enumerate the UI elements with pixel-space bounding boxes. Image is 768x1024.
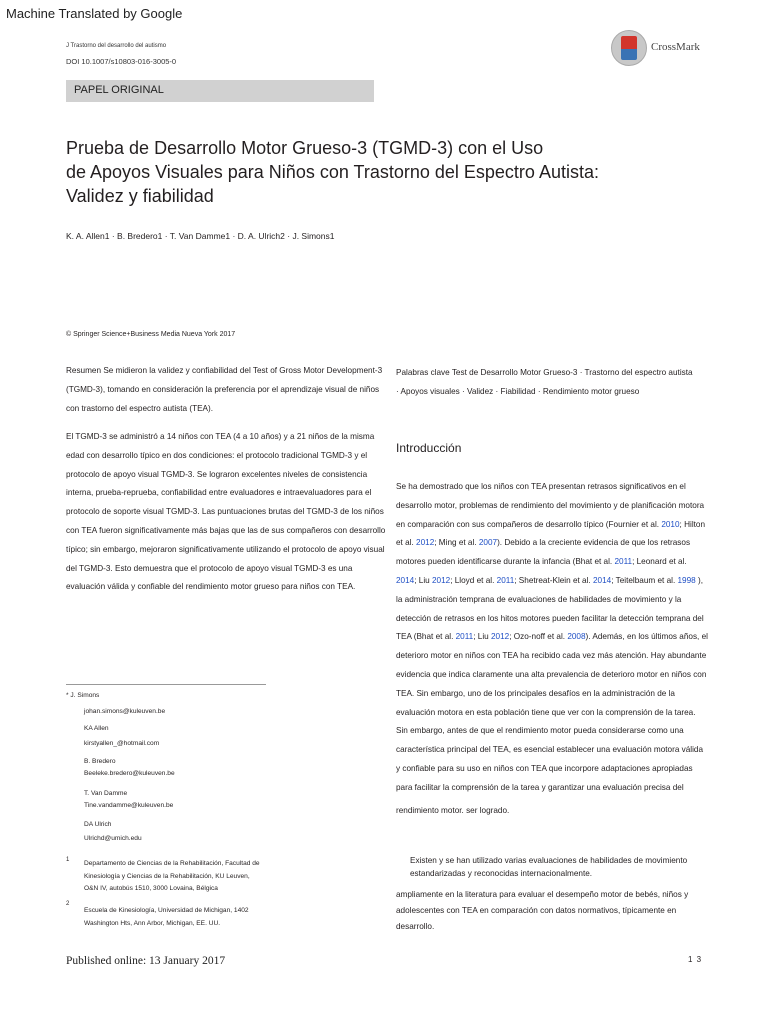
- contact-email[interactable]: kirstyallen_@hotmail.com: [84, 740, 160, 747]
- contact-email[interactable]: johan.simons@kuleuven.be: [84, 708, 166, 715]
- citation-link[interactable]: 2012: [431, 575, 451, 585]
- title-line: Prueba de Desarrollo Motor Grueso-3 (TGMD-3) con el Uso: [66, 138, 544, 158]
- body-paragraph: Existen y se han utilizado varias evaluaciones de habilidades de movimiento estandarizadas y reconocidas internacionalmente. ampliamente en la literatura para evaluar el desempeño motor de bebés, niños y adolescentes con TEA en comparación con datos normativos, típicamente en desarrollo.: [396, 856, 689, 931]
- citation-link[interactable]: 2011: [455, 632, 474, 642]
- intro-paragraph: Se ha demostrado que los niños con TEA presentan retrasos significativos en el desarrollo motor, problemas de rendimiento del movimiento y de planificación motora en comparación con sus compañeros de desarrollo típico (Fournier et al. 2010; Hilton et al. 2012; Ming et al. 2007). Debido a la creciente evidencia de que los retrasos motores pueden identificarse durante la infancia (Bhat et al. 2011; Leonard et al. 2014; Liu 2012; Lloyd et al. 2011; Shetreat-Klein et al. 2014; Teitelbaum et al. 1998 ), la administración temprana de evaluaciones de habilidades de movimiento y la detección de retrasos en los hitos motores pueden facilitar la detección temprana del TEA (Bhat et al. 2011; Liu 2012; Ozo-noff et al. 2008). Además, en los últimos años, el deterioro motor en niños con TEA ha recibido cada vez más atención. Hay abundante evidencia que indica claramente una alta prevalencia de deterioro motor en niños con TEA. Sin embargo, uno de los principales desafíos en la administración de la evaluación motora en esta población tiene que ver con la comprensión de la tarea. Sin embargo, antes de que el rendimiento motor pueda considerarse como una característica principal del TEA, es esencial establecer una evaluación motora válida y confiable para su uso en niños con TEA que incorpore adaptaciones apropiadas para facilitar la comprensión de la tarea y garantizar una evaluación precisa del: [396, 482, 708, 792]
- intro-paragraph-end: rendimiento motor. ser logrado.: [396, 805, 510, 815]
- machine-translated-label: Machine Translated by Google: [6, 6, 183, 21]
- crossmark-badge[interactable]: [611, 30, 711, 68]
- abstract-paragraph-2: El TGMD-3 se administró a 14 niños con TEA (4 a 10 años) y a 21 niños de la misma edad con desarrollo típico en dos condiciones: el protocolo tradicional TGMD-3 y el protocolo de apoyo visual TGMD-3. Se lograron excelentes niveles de consistencia interna, prueba-reprueba, confiabilidad entre evaluadores e intraevaluadores para el protocolo de soporte visual TGMD-3. Las puntuaciones brutas del TGMD-3 de los niños con TEA fueron significativamente más bajas que las de sus compañeros con desarrollo típico; sin embargo, mejoraron significativamente utilizando el protocolo de apoyo visual del TGMD-3. Esto demuestra que el protocolo de apoyo visual TGMD-3 es una evaluación válida y confiable del rendimiento motor grueso para niños con TEA.: [66, 432, 386, 592]
- contact-name: DA Ulrich: [84, 821, 112, 828]
- contact-name: KA Allen: [84, 725, 109, 732]
- contact-email[interactable]: Beeleke.bredero@kuleuven.be: [84, 770, 175, 777]
- section-label: PAPEL ORIGINAL: [74, 84, 164, 96]
- crossmark-icon: [611, 30, 647, 66]
- contact-name: T. Van Damme: [84, 790, 128, 797]
- citation-link[interactable]: 2011: [614, 557, 633, 567]
- citation-link[interactable]: 1998: [677, 575, 696, 585]
- crossmark-label: CrossMark: [651, 41, 700, 53]
- paper-title: [66, 136, 686, 208]
- affiliation-2: Escuela de Kinesiología, Universidad de Michigan, 1402 Washington Hts, Ann Arbor, Michigan, EE. UU.: [84, 907, 249, 927]
- title-line: de Apoyos Visuales para Niños con Trastorno del Espectro Autista:: [66, 162, 599, 182]
- abstract-paragraph-1: Resumen Se midieron la validez y confiabilidad del Test of Gross Motor Development-3 (TGMD-3), tomando en consideración la preferencia por el aprendizaje visual de niños con trastorno del espectro autista (TEA).: [66, 366, 383, 413]
- page-number: 1 3: [688, 955, 703, 964]
- citation-link[interactable]: 2012: [491, 632, 510, 642]
- section-heading-introduction: Introducción: [396, 441, 462, 455]
- contact-name: B. Bredero: [84, 758, 116, 765]
- copyright: © Springer Science+Business Media Nueva York 2017: [66, 331, 236, 338]
- keywords: Palabras clave Test de Desarrollo Motor Grueso-3 · Trastorno del espectro autista · Apoyos visuales · Validez · Fiabilidad · Rendimiento motor grueso: [396, 368, 693, 396]
- citation-link[interactable]: 2012: [416, 538, 435, 548]
- introduction-body: [396, 478, 708, 820]
- citation-link[interactable]: 2011: [496, 575, 515, 585]
- journal-name: J Trastorno del desarrollo del autismo: [66, 43, 167, 49]
- citation-link[interactable]: 2014: [396, 575, 415, 585]
- contact-email[interactable]: Tine.vandamme@kuleuven.be: [84, 802, 174, 809]
- footnote-divider: [66, 684, 266, 685]
- title-line: Validez y fiabilidad: [66, 186, 214, 206]
- doi[interactable]: DOI 10.1007/s10803-016-3005-0: [66, 57, 177, 66]
- author-list: K. A. Allen1 · B. Bredero1 · T. Van Damme1 · D. A. Ulrich2 · J. Simons1: [66, 231, 335, 241]
- section-banner: [66, 80, 374, 102]
- citation-link[interactable]: 2010: [661, 519, 680, 529]
- corresponding-author: * J. Simons: [66, 692, 100, 699]
- affiliation-number: 2: [66, 901, 70, 907]
- affiliation-number: 1: [66, 857, 70, 863]
- citation-link[interactable]: 2008: [567, 632, 586, 642]
- citation-link[interactable]: 2014: [592, 575, 612, 585]
- citation-link[interactable]: 2007: [478, 538, 498, 548]
- affiliation-1: Departamento de Ciencias de la Rehabilitación, Facultad de Kinesiología y Ciencias de la Rehabilitación, KU Leuven, O&N IV, autobús 1510, 3000 Lovaina, Bélgica: [84, 860, 260, 892]
- contact-email[interactable]: Ulrichd@umich.edu: [84, 835, 142, 842]
- published-date: Published online: 13 January 2017: [66, 955, 226, 967]
